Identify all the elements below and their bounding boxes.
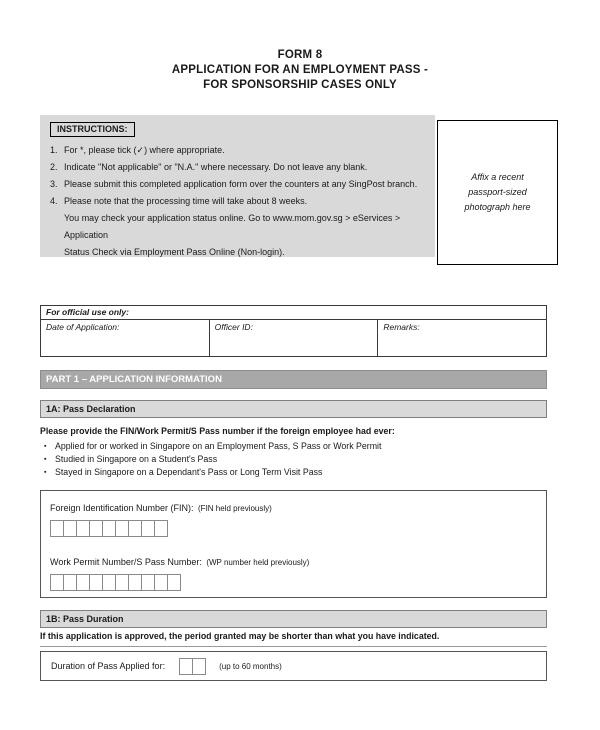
instructions-heading: INSTRUCTIONS: — [50, 122, 135, 137]
official-use-heading: For official use only: — [41, 306, 546, 320]
character-cell[interactable] — [76, 574, 90, 591]
duration-character-cells[interactable] — [179, 658, 205, 675]
photo-affix-label: Affix a recent passport-sized photograph here — [464, 172, 531, 212]
bullet-item: ▪ Applied for or worked in Singapore on an Employment Pass, S Pass or Work Permit — [40, 440, 547, 453]
pass-declaration-intro: Please provide the FIN/Work Permit/S Pass number if the foreign employee had ever: — [40, 426, 395, 436]
character-cell[interactable] — [50, 574, 64, 591]
instruction-item-1 — [50, 142, 425, 159]
instruction-item-2 — [50, 159, 425, 176]
character-cell[interactable] — [115, 520, 129, 537]
photo-affix-box — [437, 120, 558, 265]
instruction-item-4-continuation: Status Check via Employment Pass Online (Non-login). — [64, 247, 285, 257]
instructions-box — [40, 115, 435, 257]
form-title-line3: FOR SPONSORSHIP CASES ONLY — [203, 79, 397, 91]
character-cell[interactable] — [63, 574, 77, 591]
pass-duration-note: If this application is approved, the period granted may be shorter than what you have indicated. — [40, 631, 547, 647]
wp-label-row — [50, 552, 537, 570]
bullet-item: ▪ Studied in Singapore on a Student's Pass — [40, 453, 547, 466]
fin-hint: (FIN held previously) — [198, 504, 272, 513]
instruction-number: 1. — [50, 145, 58, 155]
form-title-line1: FORM 8 — [277, 49, 323, 61]
character-cell[interactable] — [89, 574, 103, 591]
character-cell[interactable] — [179, 658, 193, 675]
section-1a-header: 1A: Pass Declaration — [40, 400, 547, 418]
character-cell[interactable] — [141, 574, 155, 591]
form-title — [0, 48, 600, 93]
official-use-row — [41, 320, 546, 356]
instruction-text: For *, please tick (✓) where appropriate. — [64, 145, 225, 155]
instruction-number: 3. — [50, 179, 58, 189]
form-title-line2: APPLICATION FOR AN EMPLOYMENT PASS - — [171, 64, 429, 76]
character-cell[interactable] — [89, 520, 103, 537]
fin-label: Foreign Identification Number (FIN): — [50, 503, 194, 513]
section-1b-header: 1B: Pass Duration — [40, 610, 547, 628]
duration-label: Duration of Pass Applied for: — [51, 661, 166, 671]
duration-field-box — [40, 651, 547, 681]
fin-wp-field-box — [40, 490, 547, 598]
official-use-cell-remarks: Remarks: — [377, 320, 546, 356]
part1-header-bar: PART 1 – APPLICATION INFORMATION — [40, 370, 547, 389]
character-cell[interactable] — [63, 520, 77, 537]
character-cell[interactable] — [192, 658, 206, 675]
duration-hint: (up to 60 months) — [219, 661, 282, 671]
instruction-item-4-continuation: You may check your application status online. Go to www.mom.gov.sg > eServices > Application — [64, 213, 401, 240]
instruction-item-4 — [50, 193, 425, 210]
character-cell[interactable] — [141, 520, 155, 537]
instruction-text: Please note that the processing time will take about 8 weeks. — [64, 196, 308, 206]
instruction-text: Please submit this completed application form over the counters at any SingPost branch. — [64, 179, 418, 189]
wp-hint: (WP number held previously) — [206, 558, 310, 567]
fin-label-row — [50, 498, 537, 516]
character-cell[interactable] — [50, 520, 64, 537]
bullet-item: ▪ Stayed in Singapore on a Dependant's Pass or Long Term Visit Pass — [40, 466, 547, 479]
fin-character-cells[interactable] — [50, 520, 537, 537]
instruction-number: 2. — [50, 162, 58, 172]
wp-character-cells[interactable] — [50, 574, 537, 591]
official-use-cell-date: Date of Application: — [46, 322, 120, 332]
character-cell[interactable] — [115, 574, 129, 591]
character-cell[interactable] — [154, 520, 168, 537]
wp-label: Work Permit Number/S Pass Number: — [50, 557, 202, 567]
instruction-number: 4. — [50, 196, 58, 206]
instruction-text: Indicate "Not applicable" or "N.A." where necessary. Do not leave any blank. — [64, 162, 368, 172]
character-cell[interactable] — [154, 574, 168, 591]
character-cell[interactable] — [167, 574, 181, 591]
character-cell[interactable] — [128, 574, 142, 591]
instruction-item-3 — [50, 176, 425, 193]
character-cell[interactable] — [102, 520, 116, 537]
character-cell[interactable] — [102, 574, 116, 591]
official-use-cell-officer-id: Officer ID: — [209, 320, 378, 356]
pass-declaration-bullet-list — [40, 440, 547, 479]
official-use-table — [40, 305, 547, 357]
character-cell[interactable] — [128, 520, 142, 537]
character-cell[interactable] — [76, 520, 90, 537]
